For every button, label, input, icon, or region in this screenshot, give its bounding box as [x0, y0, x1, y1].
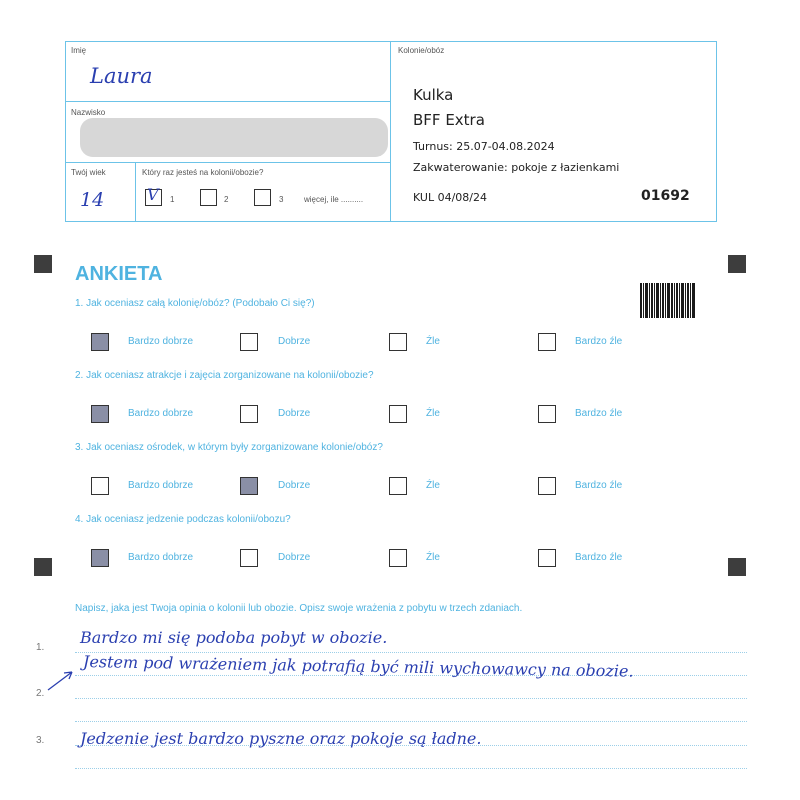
answer-1[interactable]: Bardzo mi się podoba pobyt w obozie. — [80, 628, 388, 647]
question-1-text: 1. Jak oceniasz całą kolonię/obóz? (Podobało Ci się?) — [75, 298, 315, 309]
question-2-checkbox-1[interactable] — [91, 405, 109, 423]
wiek-value[interactable]: 14 — [80, 189, 105, 211]
question-2-option-1-label: Bardzo dobrze — [128, 408, 194, 419]
writing-line — [75, 768, 747, 769]
question-3-checkbox-1[interactable] — [91, 477, 109, 495]
line-number-1: 1. — [36, 642, 45, 653]
count-checkbox-2[interactable] — [200, 189, 217, 206]
camp-code: KUL 04/08/24 — [413, 191, 487, 204]
writing-line — [75, 721, 747, 722]
question-1-checkbox-2[interactable] — [240, 333, 258, 351]
registration-mark-top-right — [728, 255, 746, 273]
question-3-option-1-label: Bardzo dobrze — [128, 480, 194, 491]
question-1-checkbox-1[interactable] — [91, 333, 109, 351]
count-checkbox-3[interactable] — [254, 189, 271, 206]
question-1-checkbox-4[interactable] — [538, 333, 556, 351]
question-4-checkbox-4[interactable] — [538, 549, 556, 567]
survey-title: ANKIETA — [75, 263, 163, 285]
opinion-prompt: Napisz, jaka jest Twoja opinia o kolonii lub obozie. Opisz swoje wrażenia z pobytu w trzech zdaniach. — [75, 603, 523, 614]
count-more-label: więcej, ile .......... — [304, 195, 364, 204]
question-1-checkbox-3[interactable] — [389, 333, 407, 351]
question-2-checkbox-2[interactable] — [240, 405, 258, 423]
header-divider-1 — [65, 101, 390, 102]
arrow-icon — [46, 668, 76, 692]
camp-type: BFF Extra — [413, 111, 485, 129]
header-divider-3 — [135, 162, 136, 222]
camp-number: 01692 — [641, 188, 690, 204]
question-2-checkbox-3[interactable] — [389, 405, 407, 423]
barcode — [640, 283, 696, 318]
count-checkbox-1-mark: V — [147, 185, 159, 204]
registration-mark-bottom-right — [728, 558, 746, 576]
question-1-option-1-label: Bardzo dobrze — [128, 336, 194, 347]
nazwisko-label: Nazwisko — [71, 108, 106, 117]
question-3-checkbox-2[interactable] — [240, 477, 258, 495]
question-4-checkbox-2[interactable] — [240, 549, 258, 567]
registration-mark-top-left — [34, 255, 52, 273]
question-1-option-2-label: Dobrze — [278, 336, 311, 347]
imie-value[interactable]: Laura — [90, 64, 153, 88]
answer-2[interactable]: Jestem pod wrażeniem jak potrafią być mili wychowawcy na obozie. — [82, 652, 634, 681]
question-3-option-3-label: Źle — [426, 480, 440, 491]
wiek-label: Twój wiek — [71, 168, 106, 177]
question-4-option-2-label: Dobrze — [278, 552, 311, 563]
nazwisko-redacted — [80, 118, 388, 157]
line-number-3: 3. — [36, 735, 45, 746]
question-1-option-3-label: Źle — [426, 336, 440, 347]
question-2-option-3-label: Źle — [426, 408, 440, 419]
question-2-option-4-label: Bardzo źle — [575, 408, 623, 419]
camp-name: Kulka — [413, 86, 454, 104]
question-3-checkbox-4[interactable] — [538, 477, 556, 495]
question-3-text: 3. Jak oceniasz ośrodek, w którym były zorganizowane kolonie/obóz? — [75, 442, 383, 453]
question-4-option-3-label: Źle — [426, 552, 440, 563]
question-4-checkbox-1[interactable] — [91, 549, 109, 567]
registration-mark-bottom-left — [34, 558, 52, 576]
question-2-option-2-label: Dobrze — [278, 408, 311, 419]
count-option-1-label: 1 — [170, 195, 175, 204]
kolonie-label: Kolonie/obóz — [398, 46, 445, 55]
header-divider-2 — [65, 162, 390, 163]
question-3-checkbox-3[interactable] — [389, 477, 407, 495]
question-2-checkbox-4[interactable] — [538, 405, 556, 423]
question-1-option-4-label: Bardzo źle — [575, 336, 623, 347]
turnus: Turnus: 25.07-04.08.2024 — [413, 140, 555, 153]
imie-label: Imię — [71, 46, 87, 55]
question-3-option-2-label: Dobrze — [278, 480, 311, 491]
count-label: Który raz jesteś na kolonii/obozie? — [142, 168, 264, 177]
question-3-option-4-label: Bardzo źle — [575, 480, 623, 491]
question-4-checkbox-3[interactable] — [389, 549, 407, 567]
question-4-option-4-label: Bardzo źle — [575, 552, 623, 563]
question-2-text: 2. Jak oceniasz atrakcje i zajęcia zorganizowane na kolonii/obozie? — [75, 370, 374, 381]
answer-3[interactable]: Jedzenie jest bardzo pyszne oraz pokoje są ładne. — [80, 729, 482, 748]
zakwaterowanie: Zakwaterowanie: pokoje z łazienkami — [413, 161, 620, 174]
header-divider-vertical — [390, 41, 391, 222]
question-4-text: 4. Jak oceniasz jedzenie podczas kolonii/obozu? — [75, 514, 291, 525]
count-option-3-label: 3 — [279, 195, 284, 204]
writing-line — [75, 698, 747, 699]
line-number-2: 2. — [36, 688, 45, 699]
count-option-2-label: 2 — [224, 195, 229, 204]
question-4-option-1-label: Bardzo dobrze — [128, 552, 194, 563]
